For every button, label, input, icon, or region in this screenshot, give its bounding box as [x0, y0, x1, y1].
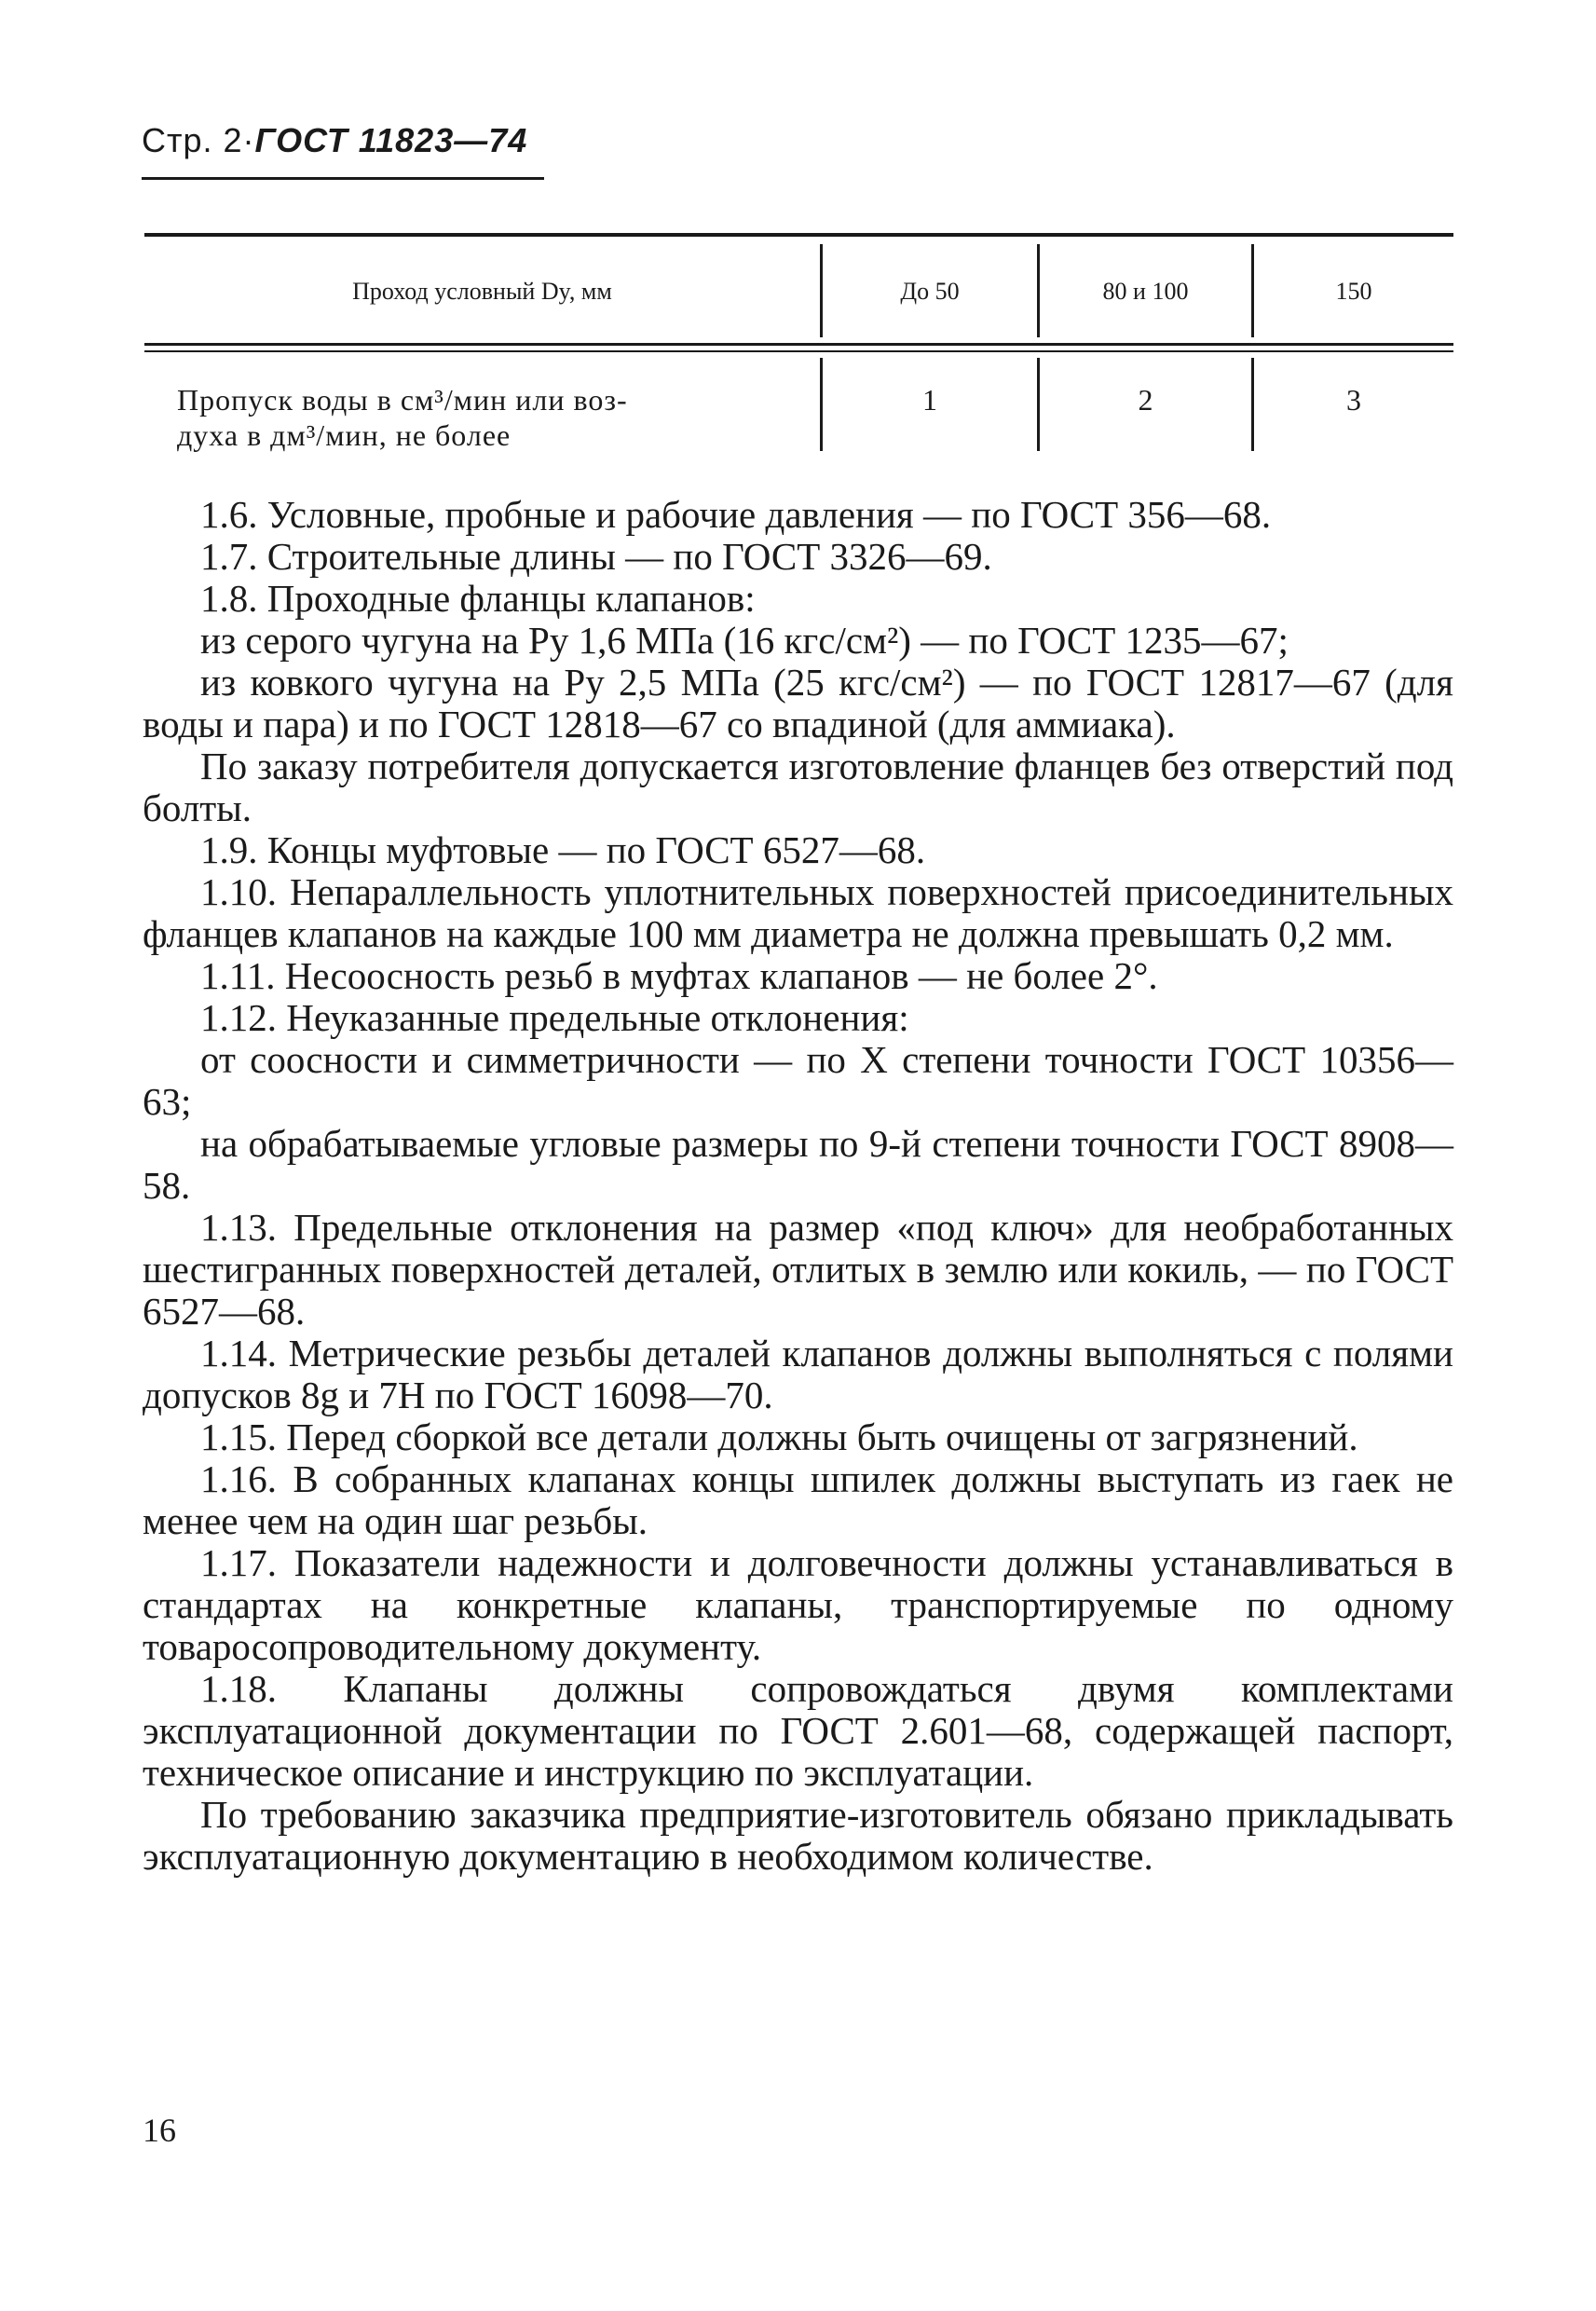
- paragraph: 1.8. Проходные фланцы клапанов:: [200, 577, 756, 620]
- table-row-label-line: духа в дм³/мин, не более: [177, 418, 512, 452]
- paragraph: 1.15. Перед сборкой все детали должны быть очищены от загрязнений.: [200, 1415, 1358, 1458]
- standard-code: ГОСТ 11823—74: [254, 121, 528, 159]
- paragraph: 1.9. Концы муфтовые — по ГОСТ 6527—68.: [200, 828, 926, 871]
- paragraph: от соосности и симметричности — по X степени точности ГОСТ 10356—63;: [143, 1038, 1453, 1123]
- paragraph: из серого чугуна на Ру 1,6 МПа (16 кгс/см²) — по ГОСТ 1235—67;: [200, 619, 1289, 662]
- page-header: [142, 121, 527, 160]
- body-text: [143, 494, 1453, 1878]
- table-column-header: 150: [1335, 278, 1372, 305]
- table-cell-value: 2: [1138, 383, 1153, 417]
- paragraph: 1.18. Клапаны должны сопровождаться двумя комплектами эксплуатационной документации по ГОСТ 2.601—68, содержащей паспорт, техническое описание и инструкцию по эксплуатации.: [143, 1667, 1453, 1794]
- paragraph: на обрабатываемые угловые размеры по 9-й степени точности ГОСТ 8908—58.: [143, 1122, 1453, 1207]
- table-header-label: Проход условный Dy, мм: [352, 278, 612, 305]
- paragraph: 1.14. Метрические резьбы деталей клапанов должны выполняться с полями допусков 8g и 7H по ГОСТ 16098—70.: [143, 1332, 1453, 1416]
- paragraph: 1.13. Предельные отклонения на размер «под ключ» для необработанных шестигранных поверхностей деталей, отлитых в землю или кокиль, — по ГОСТ 6527—68.: [143, 1206, 1453, 1333]
- paragraph: 1.17. Показатели надежности и долговечности должны устанавливаться в стандартах на конкретные клапаны, транспортируемые по одному товаросопроводительному документу.: [143, 1541, 1453, 1668]
- table-column-header: 80 и 100: [1102, 278, 1189, 305]
- table-top-rule: [144, 233, 1453, 237]
- table-column-header: До 50: [900, 278, 960, 305]
- paragraph: 1.6. Условные, пробные и рабочие давления — по ГОСТ 356—68.: [200, 493, 1272, 536]
- table-header-rule-1: [144, 343, 1453, 346]
- table-cell-value: 3: [1346, 383, 1361, 417]
- paragraph: из ковкого чугуна на Ру 2,5 МПа (25 кгс/см²) — по ГОСТ 12817—67 (для воды и пара) и по ГОСТ 12818—67 со впадиной (для аммиака).: [143, 661, 1453, 745]
- header-rule: [142, 177, 544, 180]
- paragraph: 1.12. Неуказанные предельные отклонения:: [200, 996, 909, 1039]
- table-cell-value: 1: [922, 383, 937, 417]
- paragraph: 1.11. Несоосность резьб в муфтах клапанов — не более 2°.: [200, 954, 1158, 997]
- paragraph: 1.10. Непараллельность уплотнительных поверхностей присоединительных фланцев клапанов на каждые 100 мм диаметра не должна превышать 0,2 мм.: [143, 870, 1453, 955]
- flow-table: [144, 233, 1453, 452]
- paragraph: По заказу потребителя допускается изготовление фланцев без отверстий под болты.: [143, 745, 1453, 829]
- table-header-rule-2: [144, 350, 1453, 352]
- paragraph: По требованию заказчика предприятие-изготовитель обязано прикладывать эксплуатационную документацию в необходимом количестве.: [143, 1793, 1453, 1878]
- table-row-label-line: Пропуск воды в см³/мин или воз-: [177, 383, 628, 417]
- page-number: 16: [143, 2112, 176, 2149]
- paragraph: 1.16. В собранных клапанах концы шпилек должны выступать из гаек не менее чем на один шаг резьбы.: [143, 1457, 1453, 1542]
- paragraph: 1.7. Строительные длины — по ГОСТ 3326—69.: [200, 535, 992, 578]
- page-header-prefix: Стр. 2·: [142, 121, 255, 159]
